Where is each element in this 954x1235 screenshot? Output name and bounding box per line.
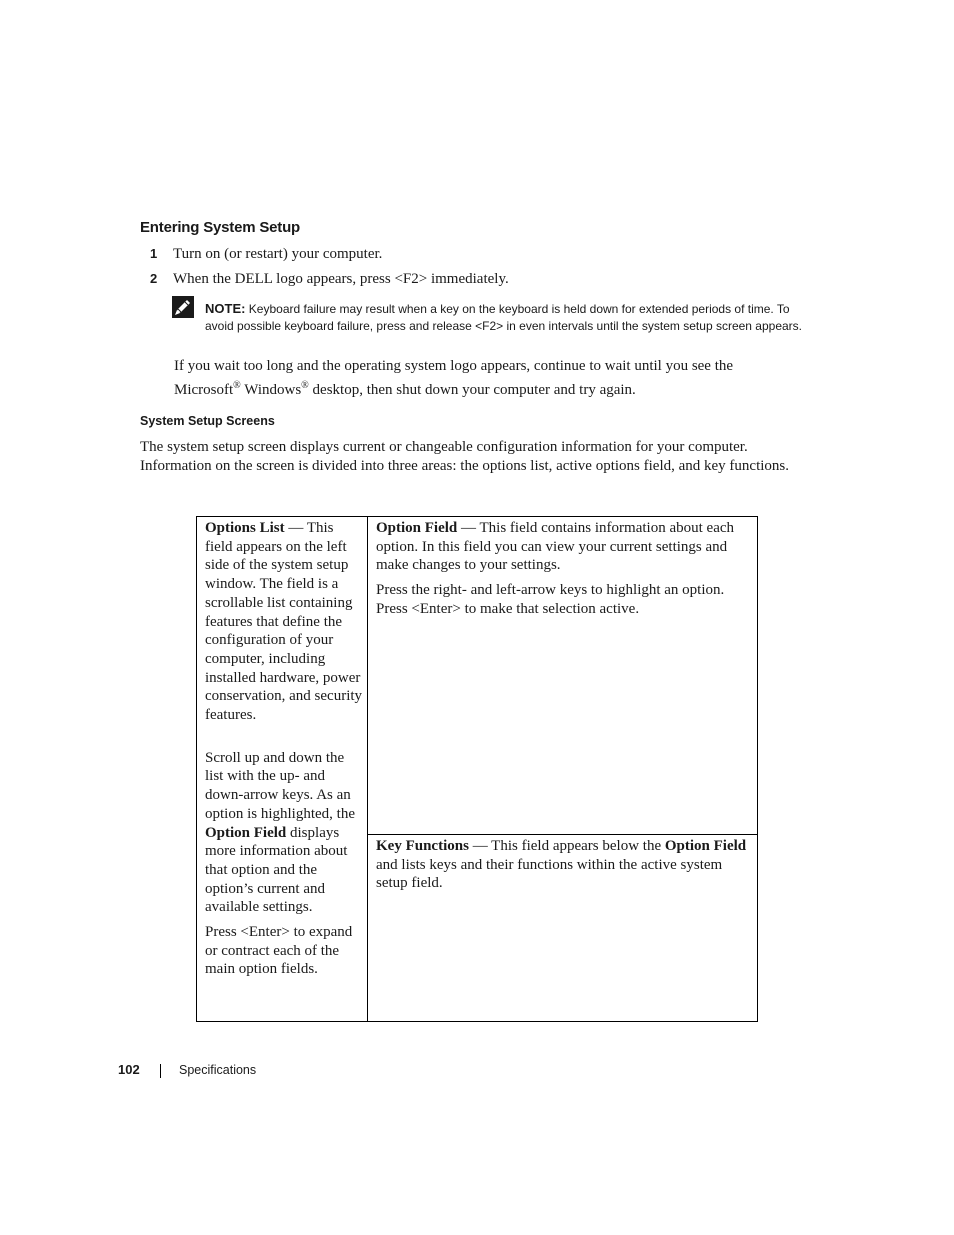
step-1 (150, 246, 382, 263)
options-list-cell (205, 519, 363, 979)
registered-mark: ® (301, 380, 309, 391)
footer-separator (160, 1064, 161, 1078)
option-field-title: Option Field (376, 520, 458, 536)
system-setup-table (196, 516, 758, 1022)
scroll-text-rest: displays more information about that option and the option’s current and available settings. (205, 824, 348, 916)
option-field-ref: Option Field (664, 838, 747, 854)
step-text: When the DELL logo appears, press <F2> immediately. (173, 271, 509, 287)
table-divider-horizontal (367, 834, 757, 835)
windows-text: Windows (244, 382, 302, 398)
pencil-note-icon (172, 296, 194, 318)
intro-paragraph: The system setup screen displays current or changeable configuration information for your computer. Information on the screen is divided into three areas: the options list, active options field, and key functions. (140, 439, 790, 474)
step-number: 2 (150, 271, 158, 286)
option-field-desc: — This field contains information about each option. In this field you can view your current settings and make changes to your settings. (376, 520, 735, 574)
wait-line-1: If you wait too long and the operating system logo appears, continue to wait until you see the (174, 358, 734, 374)
subsection-title: System Setup Screens (140, 414, 275, 428)
step-number: 1 (150, 246, 158, 261)
step-text: Turn on (or restart) your computer. (173, 246, 383, 262)
note-text: Keyboard failure may result when a key on the keyboard is held down for extended periods of time. To avoid possible keyboard failure, press and release <F2> in even intervals until the system setup screen appears. (205, 302, 802, 333)
option-field-keys: Press the right- and left-arrow keys to highlight an option. Press <Enter> to make that selection active. (376, 582, 725, 617)
key-functions-title: Key Functions (376, 838, 469, 854)
step-2 (150, 271, 509, 288)
scroll-text: Scroll up and down the list with the up- and down-arrow keys. As an option is highlighted, the (205, 749, 355, 822)
note (205, 300, 817, 335)
registered-mark: ® (233, 380, 241, 391)
key-functions-cell (376, 837, 756, 893)
options-list-enter: Press <Enter> to expand or contract each of the main option fields. (205, 924, 353, 978)
option-field-cell (376, 519, 756, 619)
note-label: NOTE: (205, 301, 246, 316)
microsoft-text: Microsoft (174, 382, 234, 398)
key-functions-desc-rest: and lists keys and their functions within the active system setup field. (376, 856, 723, 892)
section-title: Entering System Setup (140, 219, 301, 236)
wait-line-2-rest: desktop, then shut down your computer and try again. (312, 382, 636, 398)
page-number: 102 (118, 1062, 140, 1077)
options-list-title: Options List (205, 520, 285, 536)
key-functions-desc: — This field appears below the (472, 838, 662, 854)
footer-section: Specifications (179, 1063, 257, 1077)
options-list-desc: — This field appears on the left side of the system setup window. The field is a scrollable list containing features that define the configuration of your computer, including installed hardware, power conservation, and security features. (205, 520, 363, 724)
table-divider-vertical (367, 517, 368, 1021)
wait-paragraph (174, 357, 814, 400)
option-field-ref: Option Field (205, 824, 287, 841)
